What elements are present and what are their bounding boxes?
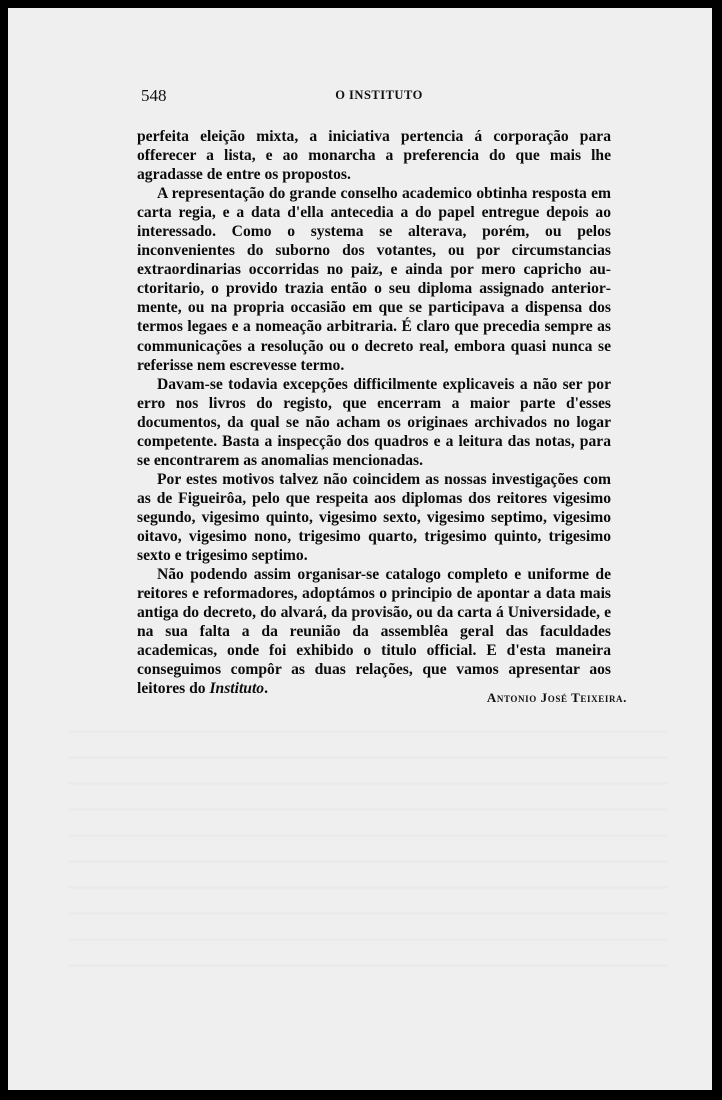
paragraph-1: perfeita eleição mixta, a iniciativa pertencia á corporação para offerecer a lista, e ao monarcha a preferencia do que mais lhe agradasse de entre os propostos. (137, 128, 611, 184)
paragraph-5 (137, 565, 611, 698)
paragraph-5-text: Não podendo assim organisar-se catalogo completo e uniforme de reitores e reformadores, adoptámos o principio de apontar a data mais antiga do decreto, do alvará, da provisão, ou da carta á Universidade, e na sua falta a da reunião da assemblêa geral das faculdades academicas, onde foi exhibido o titulo official. E d'esta maneira conseguimos compôr as duas relações, que vamos apresentar aos leitores do (137, 566, 611, 698)
author-signature: Antonio José Teixeira. (486, 690, 627, 705)
paragraph-4: Por estes motivos talvez não coincidem as nossas investigações com as de Figueirôa, pelo que respeita aos diplomas dos reitores vigesimo segundo, vigesimo quinto, vigesimo sexto, vigesimo septimo, vigesimo oitavo, vigesimo nono, trigesimo quarto, trigesimo quinto, trigesimo sexto e trigesimo septimo. (137, 470, 611, 565)
show-through-texture (68, 708, 668, 968)
running-title: O INSTITUTO (335, 88, 423, 102)
paragraph-5-end: . (264, 680, 268, 698)
paragraph-3: Davam-se todavia excepções difficilmente explicaveis a não ser por erro nos livros do registo, que encerram a maior parte d'esses documentos, da qual se não acham os originaes archivados no logar competente. Basta a inspecção dos quadros e a leitura das notas, para se encontrarem as anomalias mencionadas. (137, 375, 611, 469)
page-header (141, 86, 617, 108)
body-text (137, 127, 611, 698)
paragraph-2: A representação do grande conselho academico obtinha resposta em carta regia, e a data d'ella antecedia a do papel entregue depois ao interessado. Como o systema se alterava, porém, ou pelos inconvenientes do suborno dos votantes, ou por circumstancias extraordinarias occorridas no paiz, e ainda por mero capricho auctoritario, o provido trazia então o seu diploma assignado anteriormente, ou na propria occasião em que se participava a dispensa dos termos legaes e a nomeação arbitraria. É claro que precedia sempre as communicações a resolução ou o decreto real, embora quasi nunca se referisse nem escrevesse termo. (137, 185, 611, 374)
page-number: 548 (141, 86, 167, 105)
journal-title: Instituto (209, 680, 265, 698)
